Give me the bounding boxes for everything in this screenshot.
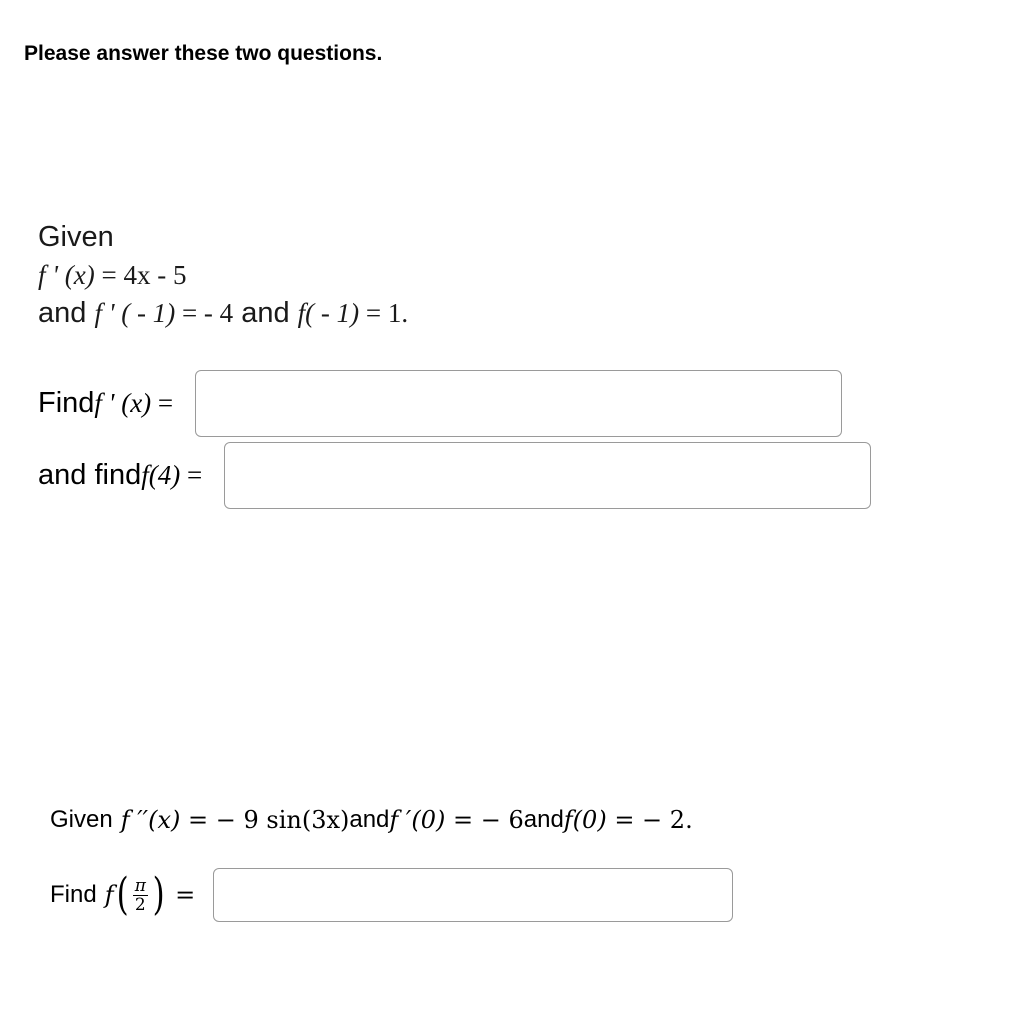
answer-f-pi-over-2-input[interactable]: [213, 868, 733, 922]
fraction-numerator: π: [134, 875, 146, 896]
instruction-heading: Please answer these two questions.: [24, 42, 383, 65]
f-prime-value: = - 4: [175, 298, 234, 328]
find-f4-row: [38, 442, 871, 509]
given-label-2: Given: [50, 806, 113, 833]
and-text: and: [38, 297, 95, 329]
initial-conditions: [38, 294, 408, 332]
given-label: Given: [38, 221, 114, 253]
question-1: [38, 218, 408, 332]
f-value: = 1.: [359, 298, 409, 328]
f-prime-at-minus-one: f ' ( - 1): [94, 298, 176, 328]
and-text-4: and: [523, 806, 564, 833]
f-zero-value: = − 2.: [606, 806, 693, 834]
left-paren: (: [116, 869, 129, 920]
f-double-prime-value: = − 9 sin(3x): [180, 806, 350, 834]
f-at-zero: f(0): [563, 806, 607, 834]
equals-sign: =: [180, 460, 203, 490]
f-prime-zero-value: = − 6: [445, 806, 524, 834]
question-2-given: [50, 800, 693, 840]
find-f-prime-expression: f ' (x): [94, 388, 152, 418]
equals-sign-2: =: [175, 881, 196, 909]
answer-f-prime-input[interactable]: [195, 370, 842, 437]
find-label: Find: [38, 387, 95, 419]
f-of-4-expression: f(4): [141, 460, 181, 490]
f-symbol: f: [104, 881, 114, 909]
answer-f4-input[interactable]: [224, 442, 871, 509]
f-prime-at-zero: f ′(0): [389, 806, 446, 834]
f-at-minus-one: f( - 1): [297, 298, 360, 328]
find-f-pi-over-2-row: [50, 865, 733, 925]
and-text-2: and: [233, 297, 298, 329]
f-prime-expression: f ' (x) = 4x - 5: [38, 260, 187, 290]
and-text-3: and: [349, 806, 390, 833]
derivative-equation: [38, 256, 408, 294]
equals-sign: =: [151, 388, 174, 418]
find-f-prime-row: [38, 370, 842, 437]
pi-over-two-fraction: [133, 877, 148, 914]
f-double-prime-expression: f ′′(x): [120, 806, 181, 834]
fraction-denominator: 2: [134, 894, 146, 915]
and-find-label: and find: [38, 459, 142, 491]
right-paren: ): [152, 869, 165, 920]
find-label-2: Find: [50, 881, 97, 908]
